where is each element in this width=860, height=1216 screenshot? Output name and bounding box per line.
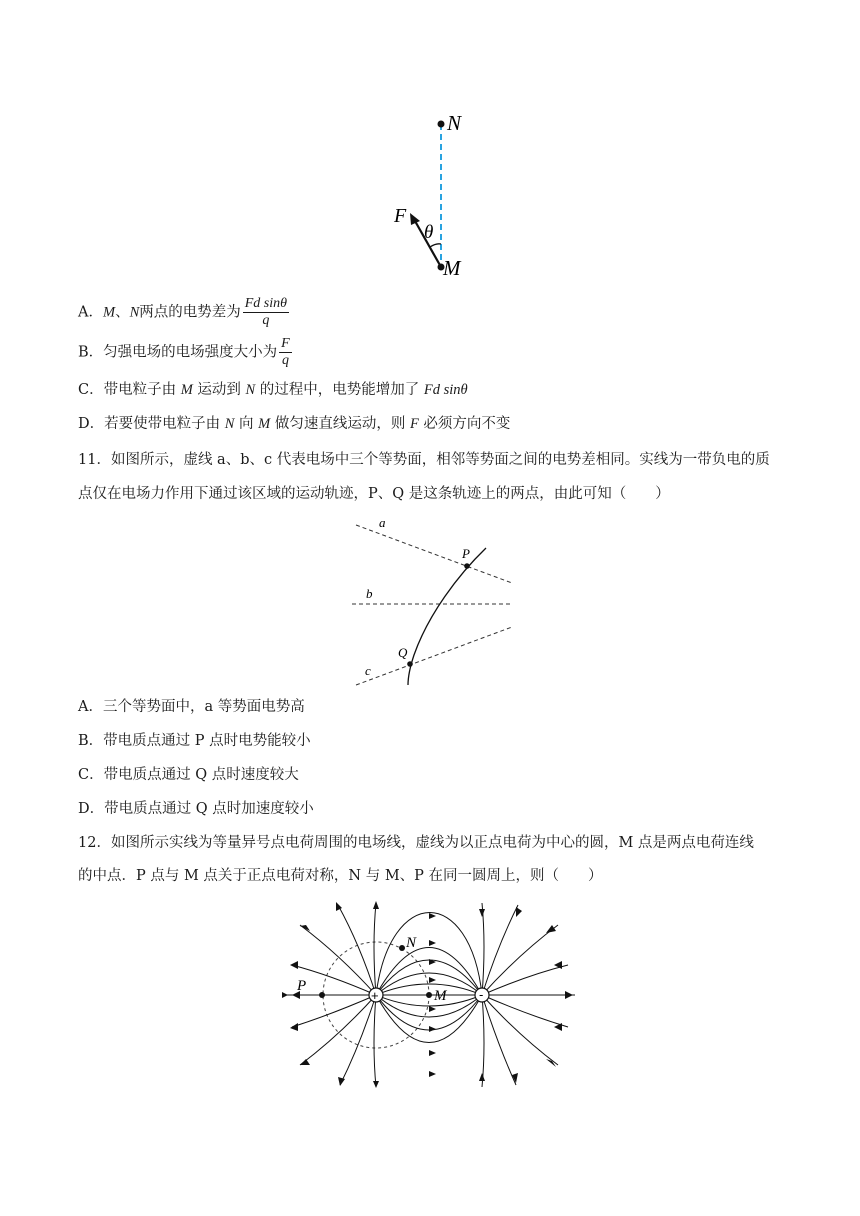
label-theta: θ bbox=[424, 222, 434, 243]
label-M-dipole: M bbox=[434, 988, 447, 1004]
label-Q: Q bbox=[398, 645, 408, 660]
option-10-A: A．M、N两点的电势差为 $\frac{\text{Fd sinθ}}{q}$ bbox=[78, 296, 288, 328]
fraction-F-q: $\frac{F}{q}$ bbox=[281, 336, 290, 368]
question-12-stem-line1: 12．如图所示实线为等量异号点电荷周围的电场线，虚线为以正点电荷为中心的圆，M 点是两点电荷连线 bbox=[78, 835, 754, 851]
option-11-B: B．带电质点通过 P 点时电势能较小 bbox=[78, 733, 311, 749]
label-M: M bbox=[443, 256, 461, 280]
point-P-dipole bbox=[319, 992, 325, 998]
label-F: F bbox=[394, 205, 407, 227]
option-11-A: A．三个等势面中，a 等势面电势高 bbox=[78, 699, 305, 715]
label-a: a bbox=[379, 515, 386, 530]
label-P-dipole: P bbox=[297, 978, 307, 994]
point-M-dipole bbox=[426, 992, 432, 998]
question-11-stem-line1: 11．如图所示，虚线 a、b、c 代表电场中三个等势面，相邻等势面之间的电势差相同。实线为一带负电的质 bbox=[78, 452, 770, 468]
figure-force-diagram bbox=[390, 105, 480, 285]
negative-sign: - bbox=[479, 987, 484, 1002]
question-11-stem-line2: 点仅在电场力作用下通过该区域的运动轨迹，P、Q 是这条轨迹上的两点，由此可知（ ） bbox=[78, 486, 670, 502]
point-N-dipole bbox=[399, 945, 405, 951]
option-10-C: C．带电粒子由 M 运动到 N 的过程中，电势能增加了 Fd sinθ bbox=[78, 382, 468, 398]
fraction-Fdsin-q: $\frac{\text{Fd sinθ}}{q}$ bbox=[244, 296, 288, 328]
label-P: P bbox=[462, 546, 470, 561]
point-N bbox=[438, 121, 445, 128]
point-Q bbox=[407, 661, 413, 667]
figure-dipole-field bbox=[280, 895, 580, 1090]
option-10-D: D．若要使带电粒子由 N 向 M 做匀速直线运动，则 F 必须方向不变 bbox=[78, 416, 511, 432]
point-P bbox=[464, 563, 470, 569]
question-12-stem-line2: 的中点．P 点与 M 点关于正点电荷对称，N 与 M、P 在同一圆周上，则（ ） bbox=[78, 868, 603, 884]
label-c: c bbox=[365, 663, 371, 678]
option-11-D: D．带电质点通过 Q 点时加速度较小 bbox=[78, 801, 314, 817]
figure-equipotential bbox=[348, 515, 518, 690]
label-b: b bbox=[366, 586, 373, 601]
option-10-B: B．匀强电场的电场强度大小为 $\frac{F}{q}$ bbox=[78, 336, 290, 368]
positive-sign: + bbox=[371, 988, 379, 1003]
label-N-dipole: N bbox=[406, 935, 417, 951]
option-11-C: C．带电质点通过 Q 点时速度较大 bbox=[78, 767, 299, 783]
label-N: N bbox=[447, 111, 462, 135]
